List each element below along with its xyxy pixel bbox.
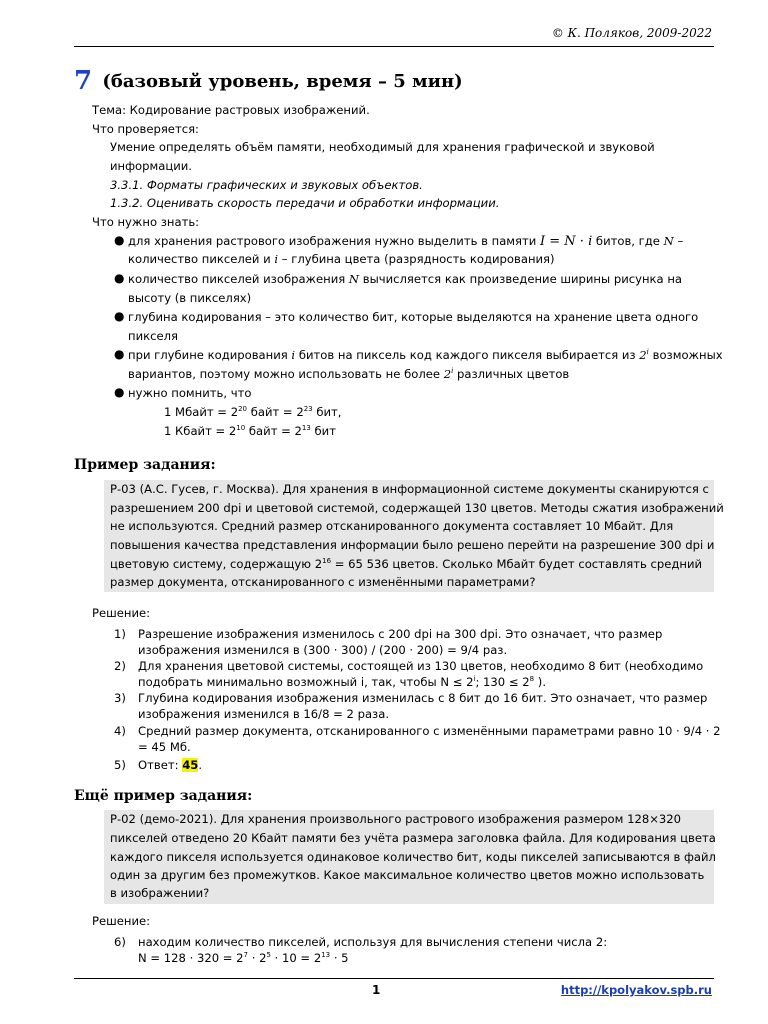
example2-line4: один за другим без промежутков. Какое максимальное количество цветов можно использовать	[110, 868, 705, 882]
step3-line2: изображения изменился в 16/8 = 2 раза.	[138, 707, 390, 721]
answer-highlight: 45	[182, 758, 199, 772]
var-i: i	[274, 252, 279, 266]
topic-text: Кодирование растровых изображений.	[129, 103, 370, 117]
task-number: 7	[74, 66, 93, 96]
example2-line3: каждого пикселя используется одинаковое количество бит, коды пикселей записываются в файл	[110, 850, 716, 864]
example1-line1: Р-03 (А.С. Гусев, г. Москва). Для хранения в информационной системе документы сканируются с	[110, 482, 709, 496]
example1-line2: разрешением 200 dpi и цветовой системой, содержащей 130 цветов. Методы сжатия изображений	[110, 501, 724, 515]
text: ; 130 ≤ 2	[475, 675, 530, 689]
example2-line2: пикселей отведено 20 Кбайт памяти без учёта размера заголовка файла. Для кодирования цвета	[110, 831, 716, 845]
step4-line2: = 45 Мб.	[138, 740, 191, 754]
text: N = 128 · 320 = 2	[138, 951, 244, 965]
bullet2-line1	[128, 270, 682, 289]
step-number: 1)	[114, 627, 126, 641]
task-title	[74, 66, 463, 96]
text: битов, где	[595, 234, 660, 248]
checks-line2: информации.	[110, 159, 192, 173]
exp: i	[451, 367, 454, 375]
step-number: 3)	[114, 691, 126, 705]
exp: 20	[238, 405, 247, 413]
step2-line2	[138, 674, 546, 690]
step-number: 4)	[114, 724, 126, 738]
task-title-text: (базовый уровень, время – 5 мин)	[102, 71, 463, 92]
text: –	[677, 234, 684, 248]
footer-divider	[74, 978, 714, 979]
text: цветовую систему, содержащую 2	[110, 557, 323, 571]
checks-code1: 3.3.1. Форматы графических и звуковых объектов.	[110, 178, 423, 192]
example1-line6: размер документа, отсканированного с изменёнными параметрами?	[110, 575, 536, 589]
text: · 2	[251, 951, 267, 965]
text: бит,	[316, 405, 342, 419]
step6-line2	[138, 950, 349, 966]
header-copyright: © К. Поляков, 2009-2022	[551, 26, 712, 40]
text: – глубина цвета (разрядность кодирования)	[281, 252, 555, 266]
exp: 5	[266, 951, 271, 959]
bullet1-line1	[128, 232, 683, 251]
bullet3-line1: глубина кодирования – это количество бит, которые выделяются на хранение цвета одного	[128, 310, 699, 324]
step4-line1: Средний размер документа, отсканированного с изменёнными параметрами равно 10 · 9/4 · 2	[138, 724, 721, 738]
bullet-icon: ●	[114, 233, 125, 247]
step1-line1: Разрешение изображения изменилось с 200 dpi на 300 dpi. Это означает, что размер	[138, 627, 663, 641]
topic-label: Тема:	[92, 103, 126, 117]
bullet-icon: ●	[114, 347, 125, 361]
text: 1 Мбайт = 2	[164, 405, 239, 419]
example2-line5: в изображении?	[110, 886, 210, 900]
example1-line3: не используются. Средний размер отсканированного документа составляет 10 Мбайт. Для	[110, 519, 674, 533]
step-number: 6)	[114, 935, 126, 949]
text: байт = 2	[250, 405, 304, 419]
var-i: i	[291, 348, 296, 362]
example1-line4: повышения качества представления информации было решено перейти на разрешение 300 dpi и	[110, 538, 715, 552]
checks-label: Что проверяется:	[92, 122, 199, 136]
bullet4-line2	[128, 365, 569, 384]
text: .	[198, 758, 203, 772]
example1-line5	[110, 555, 702, 574]
text: возможных	[652, 348, 723, 362]
bullet-icon: ●	[114, 309, 125, 323]
topic-line	[92, 101, 370, 120]
text: количество пикселей изображения	[128, 272, 346, 286]
exp: 8	[529, 675, 535, 683]
step2-line1: Для хранения цветовой системы, состоящей из 130 цветов, необходимо 8 бит (необходимо	[138, 659, 704, 673]
solution2-label: Решение:	[92, 914, 151, 928]
exp: 13	[321, 951, 331, 959]
step6-line1: находим количество пикселей, используя для вычисления степени числа 2:	[138, 935, 608, 949]
know-label: Что нужно знать:	[92, 215, 200, 229]
step-number: 2)	[114, 659, 126, 673]
text: различных цветов	[457, 367, 570, 381]
header-divider	[74, 46, 714, 47]
exp: 10	[236, 424, 246, 432]
text: · 10 = 2	[274, 951, 322, 965]
text: при глубине кодирования	[128, 348, 288, 362]
solution1-label: Решение:	[92, 606, 151, 620]
var-n: N	[348, 272, 360, 286]
step1-line2: изображения изменился в (300 · 300) / (200 · 200) = 9/4 раз.	[138, 643, 508, 657]
text: бит	[314, 424, 336, 438]
base: 2	[639, 348, 647, 362]
text: Ответ:	[138, 758, 179, 772]
checks-code2: 1.3.2. Оценивать скорость передачи и обработки информации.	[110, 196, 500, 210]
bullet-icon: ●	[114, 271, 125, 285]
exp: 23	[303, 405, 313, 413]
base: 2	[443, 367, 452, 381]
formula-mbyte	[164, 403, 341, 422]
power-2-i	[639, 348, 649, 362]
bullet5-line: нужно помнить, что	[128, 386, 252, 400]
bullet3-line2: пикселя	[128, 329, 179, 343]
text: 1 Кбайт = 2	[164, 424, 237, 438]
bullet1-line2	[128, 250, 555, 269]
step3-line1: Глубина кодирования изображения изменилась с 8 бит до 16 бит. Это означает, что размер	[138, 691, 708, 705]
step5-answer	[138, 757, 202, 773]
exp: 16	[322, 557, 332, 565]
power-2-i	[444, 367, 454, 381]
bullet2-line2: высоту (в пикселях)	[128, 291, 252, 305]
text: вариантов, поэтому можно использовать не более	[128, 367, 440, 381]
example2-line1: Р-02 (демо-2021). Для хранения произвольного растрового изображения размером 128×320	[110, 812, 682, 826]
example2-heading: Ещё пример задания:	[74, 788, 253, 804]
exp: i	[473, 675, 476, 683]
exp: 7	[243, 951, 249, 959]
text: количество пикселей и	[128, 252, 271, 266]
text: · 5	[333, 951, 349, 965]
text: байт = 2	[248, 424, 302, 438]
formula-memory: I = N · i	[540, 234, 593, 249]
footer-link[interactable]: http://kpolyakov.spb.ru	[560, 983, 712, 997]
bullet4-line1	[128, 346, 723, 365]
checks-line1: Умение определять объём памяти, необходимый для хранения графической и звуковой	[110, 140, 655, 154]
formula-kbyte	[164, 422, 336, 441]
example1-heading: Пример задания:	[74, 457, 216, 473]
text: битов на пиксель код каждого пикселя выбирается из	[298, 348, 636, 362]
text: ).	[537, 675, 547, 689]
bullet-icon: ●	[114, 385, 125, 399]
var-n: N	[663, 234, 674, 248]
exp: i	[646, 348, 649, 356]
step-number: 5)	[114, 758, 126, 772]
text: вычисляется как произведение ширины рисунка на	[362, 272, 683, 286]
text: подобрать минимально возможный i, так, чтобы N ≤ 2	[138, 675, 474, 689]
text: для хранения растрового изображения нужно выделить в памяти	[128, 234, 537, 248]
page-number: 1	[372, 983, 381, 997]
text: = 65 536 цветов. Сколько Мбайт будет составлять средний	[334, 557, 703, 571]
exp: 13	[301, 424, 311, 432]
